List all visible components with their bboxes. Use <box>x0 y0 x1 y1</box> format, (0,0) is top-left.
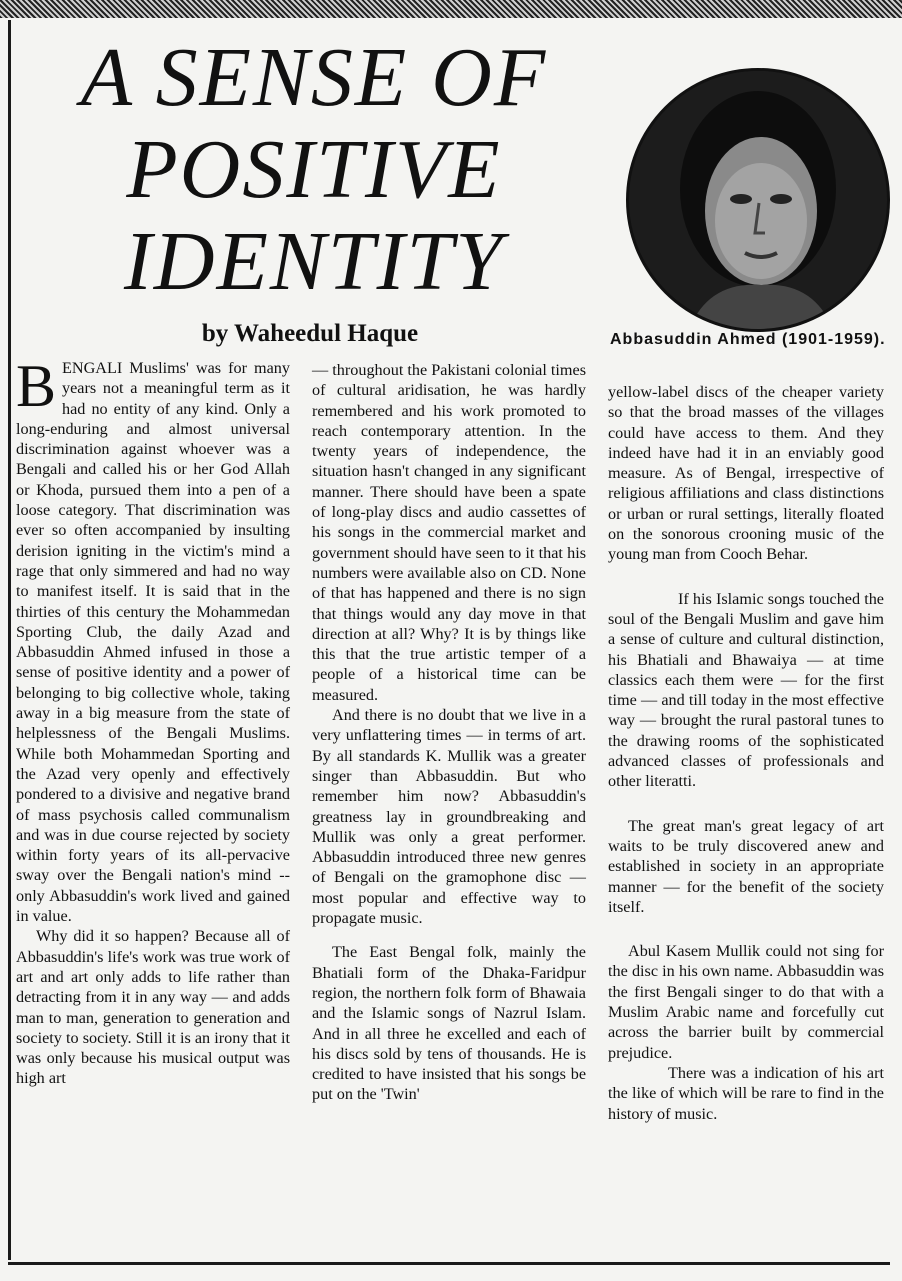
column-2 <box>312 360 586 1105</box>
paragraph-1 <box>16 353 290 926</box>
paragraph-4: And there is no doubt that we live in a very unflattering times — in terms of art. By all standards K. Mullik was a greater singer than Abbasuddin. But who remember him now? Abbasuddin's greatness lay in groundbreaking and Mullik was only a great performer. Abbasuddin introduced three new genres of Bengali on the gramophone disc — most popular and effective way to propagate music. <box>312 706 586 928</box>
headline-line-2: POSITIVE <box>126 123 502 216</box>
headline-line-1: A SENSE OF <box>80 31 548 124</box>
paragraph-1-text: ENGALI Muslims' was for many years not a meaningful term as it had no entity of any kind. Only a long-enduring and almost universal discrimination against whoever was a Bengali and called his or her God Allah or Khoda, pursued them into a pen of a loose category. That discrimination was ever so often accompanied by insulting derision igniting in the victim's mind a rage that only simmered and had no way to manifest itself. It is said that in the thirties of this century the Mohammedan Sporting Club, the daily Azad and Abbasuddin Ahmed infused in those a sense of positive identity and a power of belonging to big collective whole, taking away in a big measure from the state of helplessness of the Bengali Muslims. While both Mohammedan Sporting and the Azad very openly and effectively pondered to a divisive and negative brand of mass psychosis called communalism and was in due course rejected by society within forty years of its all-pervacive sway over the Bengali nation's mind -- only Abbasuddin's work lived and gained in value. <box>16 359 290 926</box>
headline-line-3: IDENTITY <box>123 215 505 308</box>
portrait-illustration <box>629 71 887 329</box>
bottom-rule <box>8 1262 890 1265</box>
paragraph-6: yellow-label discs of the cheaper variety so that the broad masses of the villages could have access to them. And they indeed have had it in an enviably good measure. As of Bengal, irrespective of religious affiliations and class distinctions or urban or rural settings, literally floated on the sonorous crooning music of the young man from Cooch Behar. <box>608 383 884 564</box>
left-column-rule <box>8 20 11 1260</box>
portrait-photo <box>626 68 890 332</box>
byline: by Waheedul Haque <box>201 320 419 347</box>
headline <box>14 32 614 308</box>
column-3 <box>608 382 884 1124</box>
column-1 <box>16 353 290 1089</box>
paragraph-10: There was a indication of his art the like of which will be rare to find in the history of music. <box>608 1063 884 1123</box>
drop-cap: B <box>16 353 57 419</box>
paragraph-9: Abul Kasem Mullik could not sing for the disc in his own name. Abbasuddin was the first Bengali singer to do that with a Muslim Arabic name and forcefully cut across the barrier built by commercial prejudice. <box>608 942 884 1062</box>
top-halftone-strip <box>0 0 902 18</box>
photo-caption: Abbasuddin Ahmed (1901-1959). <box>610 331 886 348</box>
paragraph-7: If his Islamic songs touched the soul of the Bengali Muslim and gave him a sense of culture and cultural distinction, his Bhatiali and Bhawaiya — at time classics each them were — for the first time — and till today in the most effective way — brought the rural pastoral tunes to the drawing rooms of the sophisticated advanced classes of professionals and other literatti. <box>608 589 884 791</box>
paragraph-2: Why did it so happen? Because all of Abbasuddin's life's work was true work of art and art only adds to life rather than detracting from it in any way — and adds man to man, generation to generation and society to society. Still it is an irony that it was only because his musical output was high art <box>16 927 290 1088</box>
paragraph-5: The East Bengal folk, mainly the Bhatiali form of the Dhaka-Faridpur region, the northern folk form of Bhawaia and the Islamic songs of Nazrul Islam. And in all three he excelled and each of his discs sold by tens of thousands. He is credited to have insisted that his songs be put on the 'Twin' <box>312 943 586 1104</box>
paragraph-3: — throughout the Pakistani colonial times of cultural aridisation, he was hardly remembered and his work promoted to reach contemporary attention. In the twenty years of independence, the situation hasn't changed in any significant manner. There should have been a spate of long-play discs and audio cassettes of his songs in the commercial market and government should have seen to it that his numbers were available also on CD. None of that has happened and there is no sign that things would any day move in that direction at all? Why? It is by things like this that the true artistic temper of a people of a historical time can be measured. <box>312 361 586 704</box>
paragraph-8: The great man's great legacy of art waits to be truly discovered anew and established in society in an appropriate manner — for the benefit of the society itself. <box>608 816 884 916</box>
